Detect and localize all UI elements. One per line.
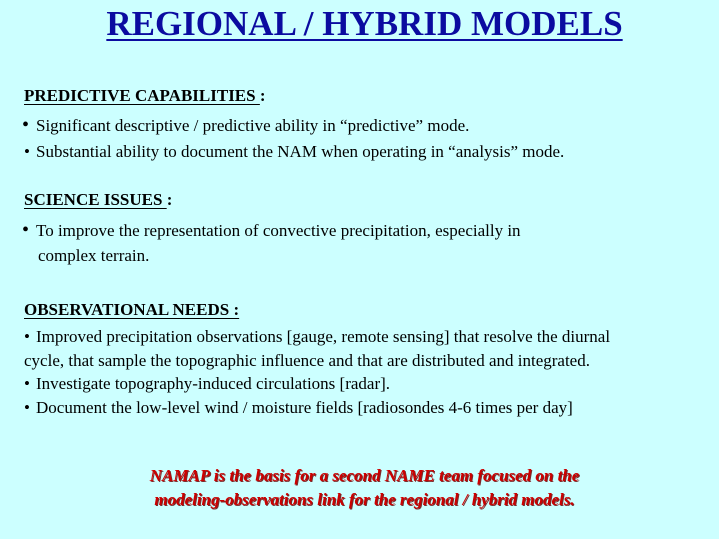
bullet-text: Improved precipitation observations [gauge, remote sensing] that resolve the diurnal <box>36 327 611 346</box>
bullet-item <box>22 219 521 242</box>
bullet-icon: • <box>22 114 30 136</box>
bullet-continuation <box>38 245 149 267</box>
heading-colon: : <box>259 86 266 105</box>
heading-predictive-capabilities <box>24 86 266 106</box>
bullet-text: cycle, that sample the topographic influence and that are distributed and integrated. <box>24 351 590 370</box>
bullet-item <box>24 141 564 163</box>
bullet-item <box>24 326 610 348</box>
bullet-text: Substantial ability to document the NAM when operating in “analysis” mode. <box>36 142 565 161</box>
bullet-icon: • <box>24 327 30 346</box>
bullet-text: complex terrain. <box>38 246 150 265</box>
bullet-continuation <box>24 350 590 372</box>
bullet-item <box>24 373 390 395</box>
heading-science-issues <box>24 190 172 210</box>
page-title: REGIONAL / HYBRID MODELS <box>106 4 623 43</box>
bullet-item <box>24 397 573 419</box>
bullet-text: Investigate topography-induced circulations [radar]. <box>36 374 391 393</box>
bullet-text: Document the low-level wind / moisture fields [radiosondes 4-6 times per day] <box>36 398 573 417</box>
bullet-icon: • <box>24 398 30 417</box>
heading-text: OBSERVATIONAL NEEDS : <box>24 300 240 319</box>
bullet-icon: • <box>22 219 30 241</box>
bullet-icon: • <box>24 142 30 161</box>
heading-text: PREDICTIVE CAPABILITIES <box>24 86 260 105</box>
heading-colon: : <box>166 190 173 209</box>
bullet-item <box>22 114 469 137</box>
heading-observational-needs <box>24 300 239 320</box>
heading-text: SCIENCE ISSUES <box>24 190 167 209</box>
bullet-icon: • <box>24 374 30 393</box>
closing-note-line-2: modeling-observations link for the regional / hybrid models. <box>154 490 575 509</box>
bullet-text: To improve the representation of convective precipitation, especially in <box>36 221 521 240</box>
closing-note-line-1: NAMAP is the basis for a second NAME team focused on the <box>149 466 580 485</box>
bullet-text: Significant descriptive / predictive ability in “predictive” mode. <box>36 116 470 135</box>
